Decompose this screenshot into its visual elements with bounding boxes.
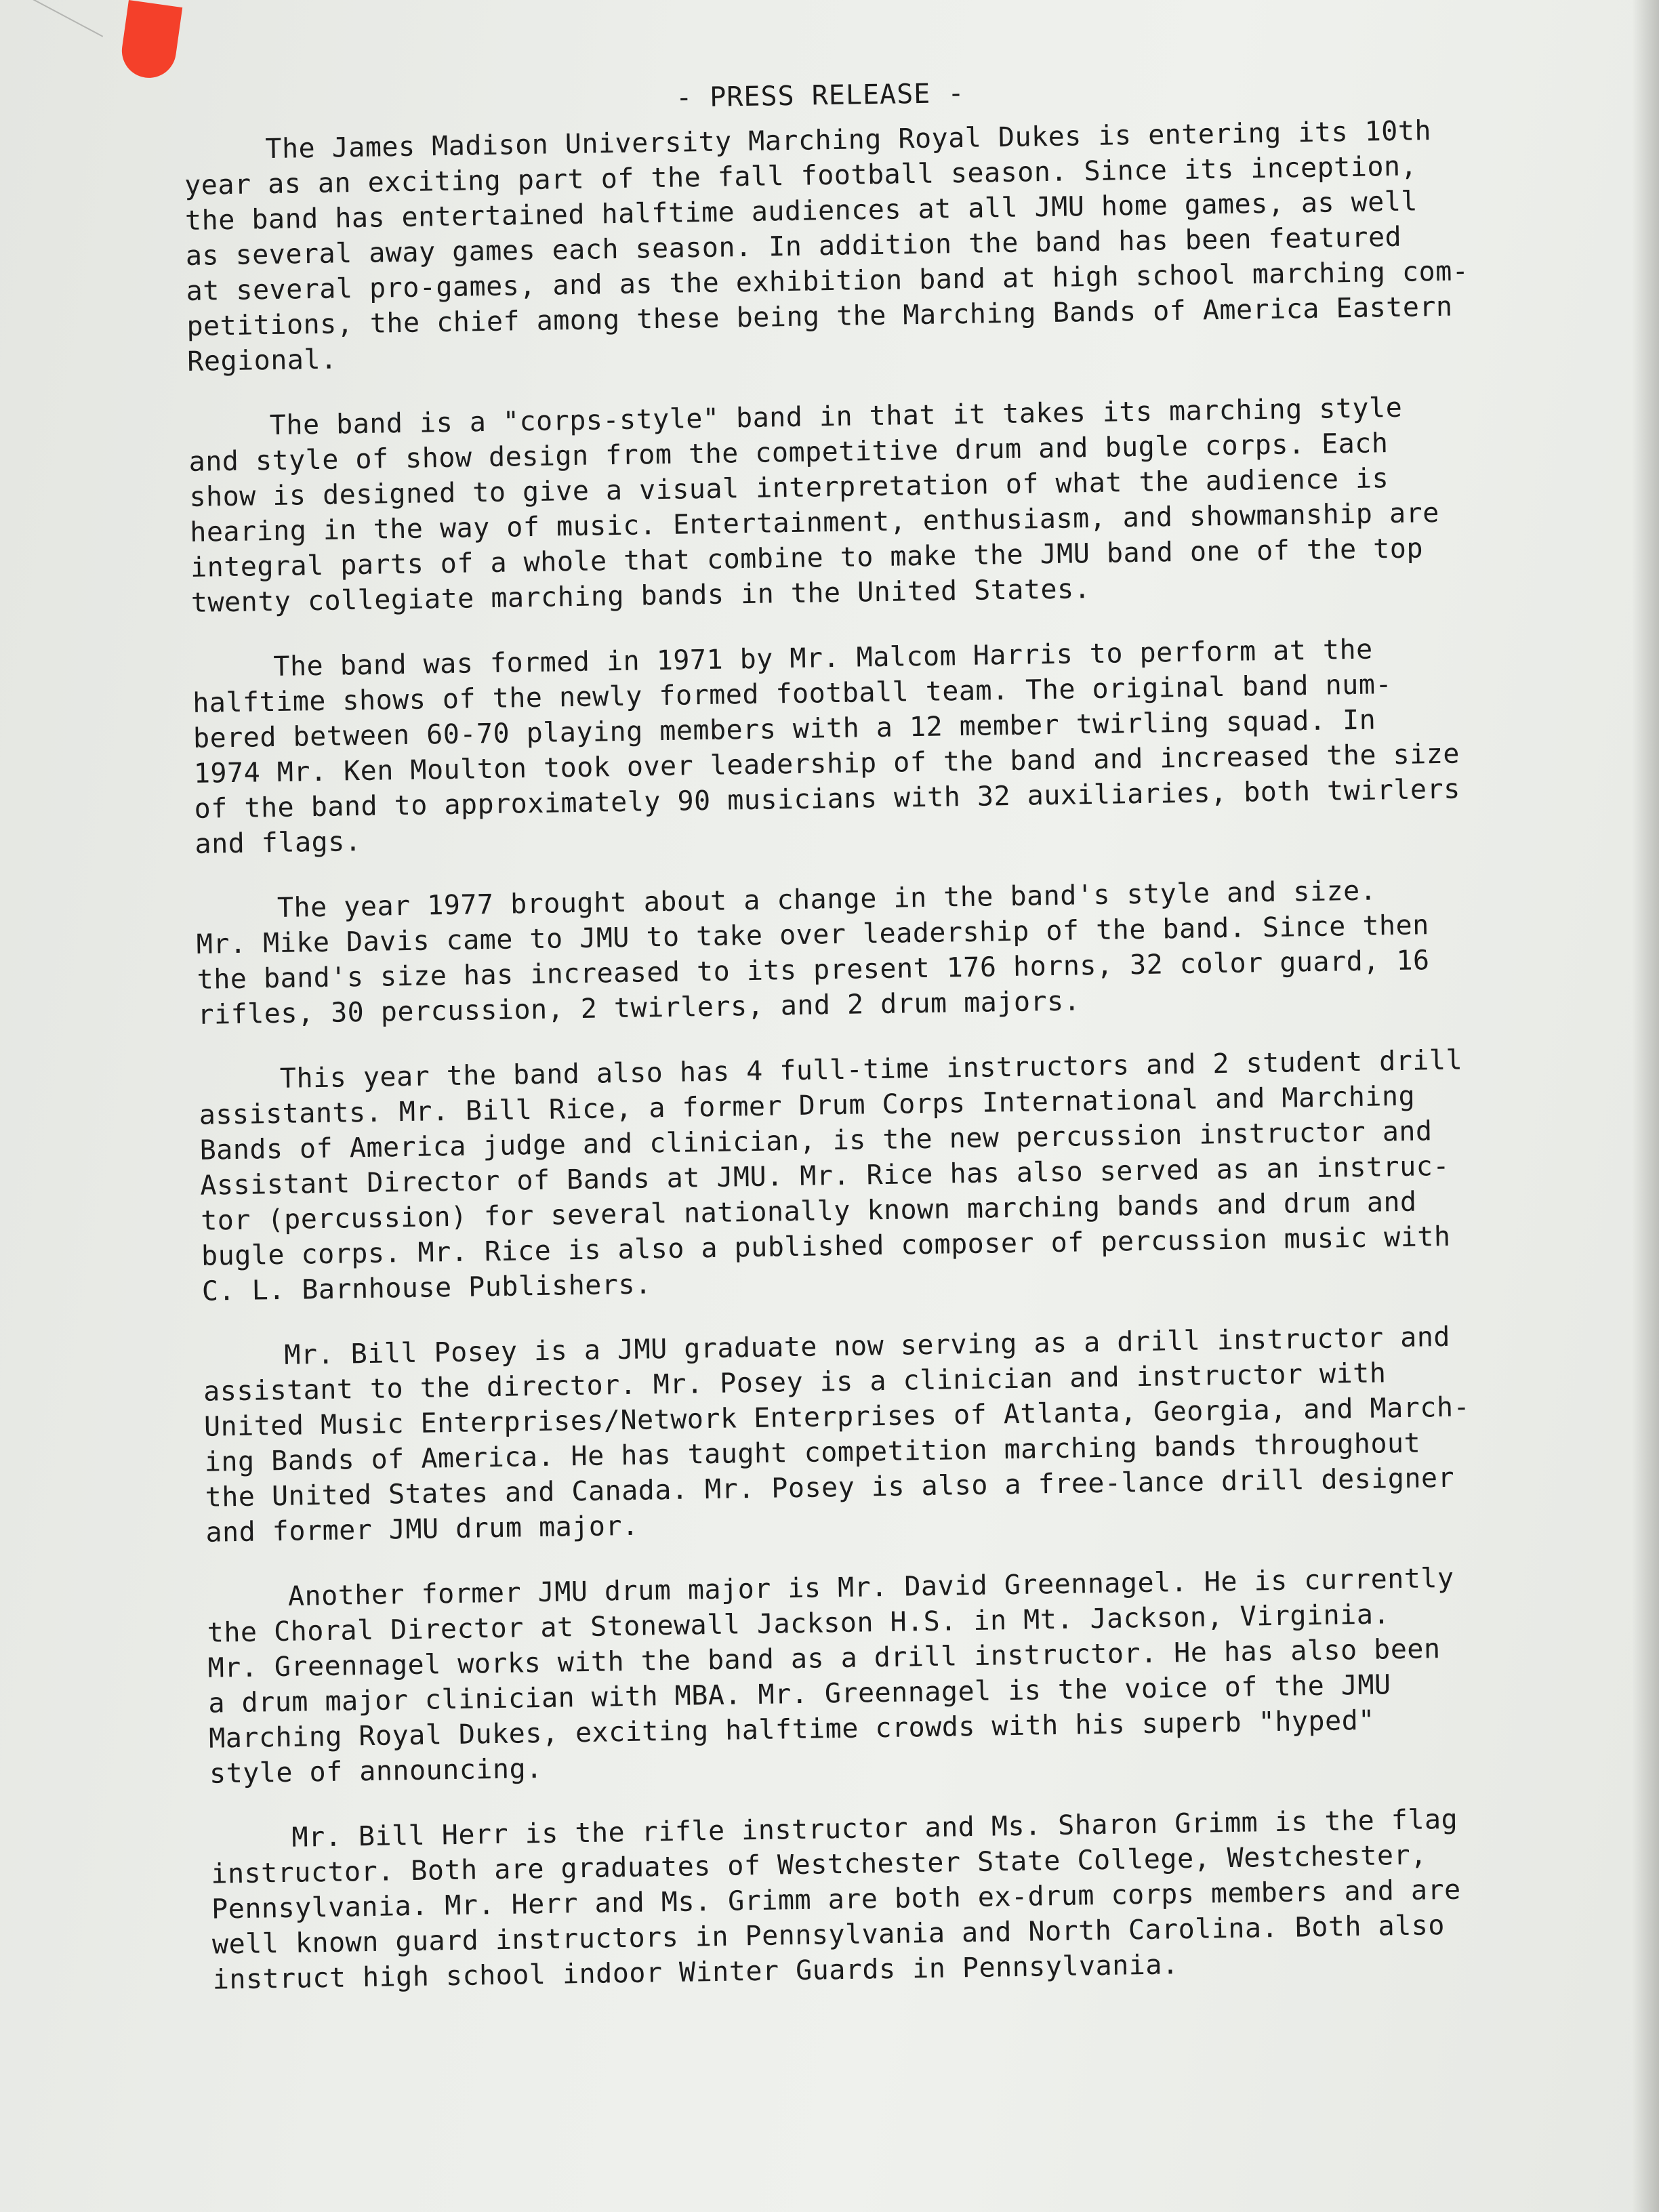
paragraph-instructors: This year the band also has 4 full-time instructors and 2 student drill assistants. Mr. Bill Rice, a former Drum Corps International and Marching Bands of America judge and clinician, is the new percussion instructor and Assistant Director of Bands at JMU. Mr. Rice has also served as an instruc- tor (percussion) for several nationally known marching bands and drum and bugle corps. Mr. Rice is also a published composer of percussion music with C. L. Barnhouse Publishers.: [199, 1044, 1463, 1307]
paper-scuff-mark: [5, 0, 103, 85]
press-release-body: [183, 67, 1569, 2028]
document-title: - PRESS RELEASE -: [675, 77, 965, 114]
paragraph-david-greennagel: Another former JMU drum major is Mr. David Greennagel. He is currently the Choral Director at Stonewall Jackson H.S. in Mt. Jackson, Virginia. Mr. Greennagel works with the band as a drill instructor. He has also been a drum major clinician with MBA. Mr. Greennagel is the voice of the JMU Marching Royal Dukes, exciting halftime crowds with his superb "hyped" style of announcing.: [207, 1562, 1454, 1790]
paper-edge-shadow: [1632, 0, 1659, 2212]
red-tab-marker: [119, 0, 183, 81]
paragraph-1977-change: The year 1977 brought about a change in the band's style and size. Mr. Mike Davis came to JMU to take over leadership of the band. Since then the band's size has increased to its present 176 horns, 32 color guard, 16 rifles, 30 percussion, 2 twirlers, and 2 drum majors.: [196, 875, 1430, 1031]
paragraph-corps-style: The band is a "corps-style" band in that it takes its marching style and style of show design from the competitive drum and bugle corps. Each show is designed to give a visual interpretation of what the audience is hearing in the way of music. Entertainment, enthusiasm, and showmanship are integral parts of a whole that combine to make the JMU band one of the top twenty collegiate marching bands in the United States.: [188, 392, 1440, 619]
paragraph-intro: The James Madison University Marching Royal Dukes is entering its 10th year as an exciting part of the fall football season. Since its inception, the band has entertained halftime audiences at all JMU home games, as well as several away games each season. In addition the band has been featured at several pro-games, and as the exhibition band at high school marching com- petitions, the chief among these being the Marching Bands of America Eastern Regional.: [184, 115, 1469, 377]
paragraph-guard-instructors: Mr. Bill Herr is the rifle instructor and Ms. Sharon Grimm is the flag instructor. Both are graduates of Westchester State College, Westchester, Pennsylvania. Mr. Herr and Ms. Grimm are both ex-drum corps members and are well known guard instructors in Pennsylvania and North Carolina. Both also instruct high school indoor Winter Guards in Pennsylvania.: [211, 1803, 1462, 1996]
paragraph-bill-posey: Mr. Bill Posey is a JMU graduate now serving as a drill instructor and assistant to the director. Mr. Posey is a clinician and instructor with United Music Enterprises/Network Enterprises of Atlanta, Georgia, and March- ing Bands of America. He has taught competition marching bands throughout the United States and Canada. Mr. Posey is also a free-lance drill designer and former JMU drum major.: [203, 1321, 1471, 1549]
paragraph-history: The band was formed in 1971 by Mr. Malcom Harris to perform at the halftime shows of the newly formed football team. The original band num- bered between 60-70 playing members with a 12 member twirling squad. In 1974 Mr. Ken Moulton took over leadership of the band and increased the size of the band to approximately 90 musicians with 32 auxiliaries, both twirlers and flags.: [192, 634, 1461, 860]
